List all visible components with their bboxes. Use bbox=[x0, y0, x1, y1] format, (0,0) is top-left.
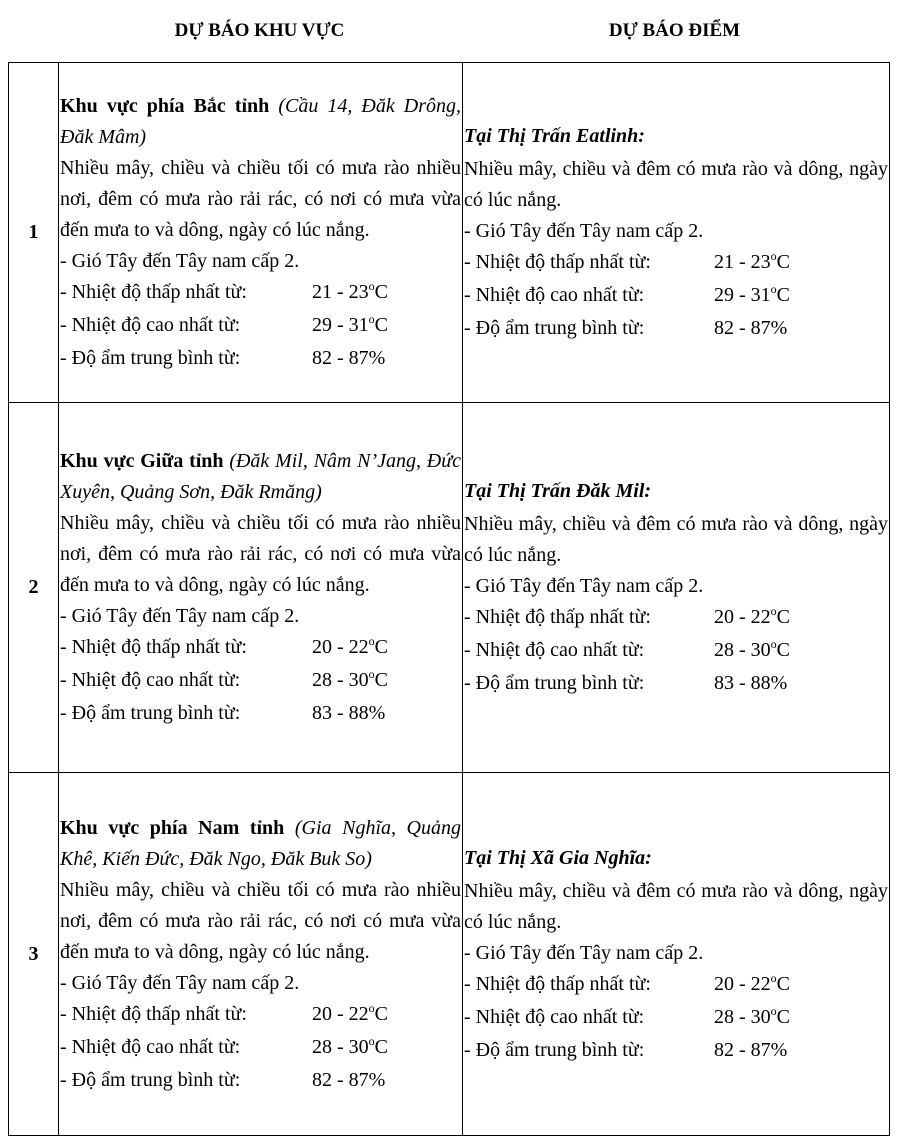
point-wind: - Gió Tây đến Tây nam cấp 2. bbox=[464, 575, 704, 597]
region-wind: - Gió Tây đến Tây nam cấp 2. bbox=[60, 250, 300, 272]
row-number: 3 bbox=[9, 773, 59, 1136]
region-description: Nhiều mây, chiều và chiều tối có mưa rào nhiều nơi, đêm có mưa rào rải rác, có nơi có mưa vừa đến mưa to và dông, ngày có lúc nắng. bbox=[60, 157, 461, 241]
table-header bbox=[0, 20, 900, 54]
region-forecast-cell bbox=[59, 403, 463, 773]
region-min-temp: - Nhiệt độ thấp nhất từ: 21 - 23$^o$C bbox=[60, 279, 389, 303]
region-humidity: - Độ ẩm trung bình từ: 82 - 87% bbox=[60, 1068, 386, 1091]
point-wind: - Gió Tây đến Tây nam cấp 2. bbox=[464, 220, 704, 242]
row-number: 2 bbox=[9, 403, 59, 773]
region-title: Khu vực Giữa tỉnh (Đăk Mil, Nâm N’Jang, Đức Xuyên, Quảng Sơn, Đăk Rmăng) bbox=[60, 450, 461, 503]
region-humidity: - Độ ẩm trung bình từ: 83 - 88% bbox=[60, 702, 386, 724]
forecast-table bbox=[8, 62, 890, 1136]
region-description: Nhiều mây, chiều và chiều tối có mưa rào nhiều nơi, đêm có mưa rào rải rác, có nơi có mưa vừa đến mưa to và dông, ngày có lúc nắng. bbox=[60, 878, 461, 963]
region-forecast-heading: DỰ BÁO KHU VỰC bbox=[174, 20, 345, 41]
region-forecast-cell bbox=[59, 773, 463, 1136]
point-max-temp: - Nhiệt độ cao nhất từ: 28 - 30$^o$C bbox=[464, 1003, 791, 1028]
region-wind: - Gió Tây đến Tây nam cấp 2. bbox=[60, 971, 300, 994]
point-description: Nhiều mây, chiều và đêm có mưa rào và dông, ngày có lúc nắng. bbox=[464, 513, 888, 566]
point-forecast-heading: DỰ BÁO ĐIỂM bbox=[608, 20, 741, 41]
region-max-temp: - Nhiệt độ cao nhất từ: 28 - 30$^o$C bbox=[60, 1033, 389, 1058]
region-wind: - Gió Tây đến Tây nam cấp 2. bbox=[60, 605, 300, 627]
table-row bbox=[9, 63, 890, 403]
row-number: 1 bbox=[9, 63, 59, 403]
point-min-temp: - Nhiệt độ thấp nhất từ: 21 - 23$^o$C bbox=[464, 249, 791, 273]
point-forecast-cell bbox=[463, 403, 890, 773]
point-humidity: - Độ ẩm trung bình từ: 83 - 88% bbox=[464, 672, 788, 694]
region-min-temp: - Nhiệt độ thấp nhất từ: 20 - 22$^o$C bbox=[60, 1000, 389, 1025]
region-forecast-cell bbox=[59, 63, 463, 403]
region-description: Nhiều mây, chiều và chiều tối có mưa rào nhiều nơi, đêm có mưa rào rải rác, có nơi có mưa vừa đến mưa to và dông, ngày có lúc nắng. bbox=[60, 512, 461, 596]
point-description: Nhiều mây, chiều và đêm có mưa rào và dông, ngày có lúc nắng. bbox=[464, 879, 888, 933]
point-forecast-cell bbox=[463, 63, 890, 403]
point-min-temp: - Nhiệt độ thấp nhất từ: 20 - 22$^o$C bbox=[464, 604, 791, 628]
point-wind: - Gió Tây đến Tây nam cấp 2. bbox=[464, 941, 704, 964]
region-title: Khu vực phía Nam tỉnh (Gia Nghĩa, Quảng Khê, Kiến Đức, Đăk Ngo, Đăk Buk So) bbox=[60, 816, 461, 870]
region-max-temp: - Nhiệt độ cao nhất từ: 28 - 30$^o$C bbox=[60, 667, 389, 691]
region-min-temp: - Nhiệt độ thấp nhất từ: 20 - 22$^o$C bbox=[60, 634, 389, 658]
table-row bbox=[9, 403, 890, 773]
point-title: Tại Thị Trấn Eatlinh: bbox=[464, 125, 645, 147]
point-humidity: - Độ ẩm trung bình từ: 82 - 87% bbox=[464, 1038, 788, 1061]
point-title: Tại Thị Xã Gia Nghĩa: bbox=[464, 846, 652, 869]
region-max-temp: - Nhiệt độ cao nhất từ: 29 - 31$^o$C bbox=[60, 312, 389, 336]
point-min-temp: - Nhiệt độ thấp nhất từ: 20 - 22$^o$C bbox=[464, 970, 791, 995]
region-title: Khu vực phía Bắc tỉnh (Cầu 14, Đăk Drông, Đăk Mâm) bbox=[60, 95, 462, 148]
point-max-temp: - Nhiệt độ cao nhất từ: 28 - 30$^o$C bbox=[464, 637, 791, 661]
point-max-temp: - Nhiệt độ cao nhất từ: 29 - 31$^o$C bbox=[464, 282, 791, 306]
point-title: Tại Thị Trấn Đăk Mil: bbox=[464, 480, 652, 502]
table-row bbox=[9, 773, 890, 1136]
point-description: Nhiều mây, chiều và đêm có mưa rào và dông, ngày có lúc nắng. bbox=[464, 158, 888, 211]
point-humidity: - Độ ẩm trung bình từ: 82 - 87% bbox=[464, 317, 788, 339]
region-humidity: - Độ ẩm trung bình từ: 82 - 87% bbox=[60, 347, 386, 369]
point-forecast-cell bbox=[463, 773, 890, 1136]
